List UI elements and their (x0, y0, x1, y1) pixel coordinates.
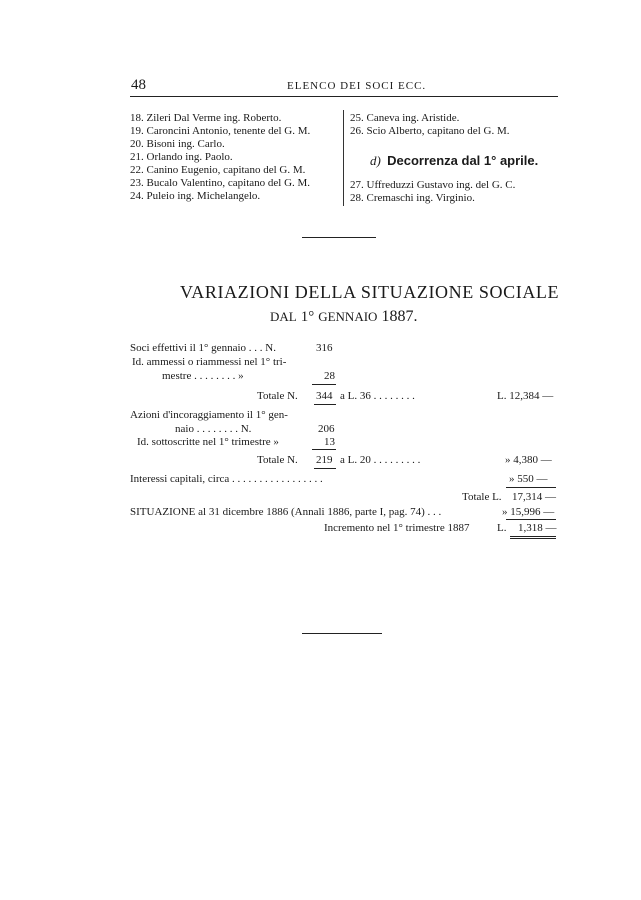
list-item: 20. Bisoni ing. Carlo. (130, 138, 225, 150)
list-item: 24. Puleio ing. Michelangelo. (130, 190, 261, 202)
list-item: 18. Zileri Dal Verme ing. Roberto. (130, 112, 282, 124)
totale-rate: a L. 36 . . . . . . . . (340, 390, 415, 402)
situazione-label: SITUAZIONE al 31 dicembre 1886 (Annali 1886, parte I, pag. 74) . . . (130, 506, 442, 518)
closing-separator (302, 633, 382, 634)
totale-rate: a L. 20 . . . . . . . . . (340, 454, 421, 466)
list-item: 25. Caneva ing. Aristide. (350, 112, 460, 124)
header-rule (130, 96, 558, 97)
sum-rule (312, 449, 336, 450)
running-title: ELENCO DEI SOCI ECC. (287, 80, 427, 92)
incremento-prefix: L. (497, 522, 507, 534)
sum-rule (312, 384, 336, 385)
totale-lire-label: Totale L. (462, 491, 502, 503)
section-subtitle (270, 308, 417, 326)
page-number: 48 (131, 77, 146, 93)
section-title: VARIAZIONI DELLA SITUAZIONE SOCIALE (180, 282, 560, 302)
azioni-count: 206 (318, 423, 335, 435)
totale-count: 219 (316, 454, 333, 466)
final-double-rule (510, 536, 556, 539)
totale-count: 344 (316, 390, 333, 402)
soci-effettivi-label: Soci effettivi il 1° gennaio . . . N. (130, 342, 276, 354)
interessi-amount: » 550 — (509, 473, 548, 485)
list-item: 22. Canino Eugenio, capitano del G. M. (130, 164, 306, 176)
sum-rule (506, 519, 556, 520)
total-underline (314, 404, 336, 405)
members-left-column (130, 112, 310, 203)
subsection-heading (370, 153, 538, 169)
members-right-top (350, 112, 509, 138)
azioni-label-cont: naio . . . . . . . . N. (175, 423, 252, 435)
ammessi-count: 28 (324, 370, 335, 382)
interessi-label: Interessi capitali, circa . . . . . . . . . . . . . . . . . (130, 473, 323, 485)
subtitle-month: GENNAIO (318, 309, 378, 324)
list-item: 23. Bucalo Valentino, capitano del G. M. (130, 177, 311, 189)
subsection-letter: d) (370, 153, 381, 168)
subtitle-day: 1° (300, 309, 315, 325)
totale-lire-amount: 17,314 — (512, 491, 556, 503)
members-right-bottom (350, 179, 515, 205)
list-item: 28. Cremaschi ing. Virginio. (350, 192, 475, 204)
section-separator (302, 237, 376, 238)
totale-amount: » 4,380 — (505, 454, 552, 466)
sottoscritte-label: Id. sottoscritte nel 1° trimestre » (137, 436, 279, 448)
azioni-label: Azioni d'incoraggiamento il 1° gen- (130, 409, 288, 421)
totale-label: Totale N. (257, 390, 298, 402)
list-item: 27. Uffreduzzi Gustavo ing. del G. C. (350, 179, 516, 191)
ammessi-label-cont: mestre . . . . . . . . » (162, 370, 244, 382)
soci-effettivi-count: 316 (316, 342, 333, 354)
subtitle-prefix: DAL (270, 309, 297, 324)
situazione-amount: » 15,996 — (502, 506, 555, 518)
incremento-amount: 1,318 — (518, 522, 557, 534)
total-underline (314, 468, 336, 469)
list-item: 21. Orlando ing. Paolo. (130, 151, 233, 163)
sum-rule (506, 487, 556, 488)
column-divider (343, 110, 344, 206)
ammessi-label: Id. ammessi o riammessi nel 1° tri- (132, 356, 287, 368)
totale-amount: L. 12,384 — (497, 390, 554, 402)
totale-label: Totale N. (257, 454, 298, 466)
subsection-title: Decorrenza dal 1° aprile. (387, 153, 539, 168)
subtitle-year: 1887. (381, 308, 418, 325)
list-item: 19. Caroncini Antonio, tenente del G. M. (130, 125, 311, 137)
incremento-label: Incremento nel 1° trimestre 1887 (324, 522, 470, 534)
sottoscritte-count: 13 (324, 436, 335, 448)
list-item: 26. Scio Alberto, capitano del G. M. (350, 125, 510, 137)
